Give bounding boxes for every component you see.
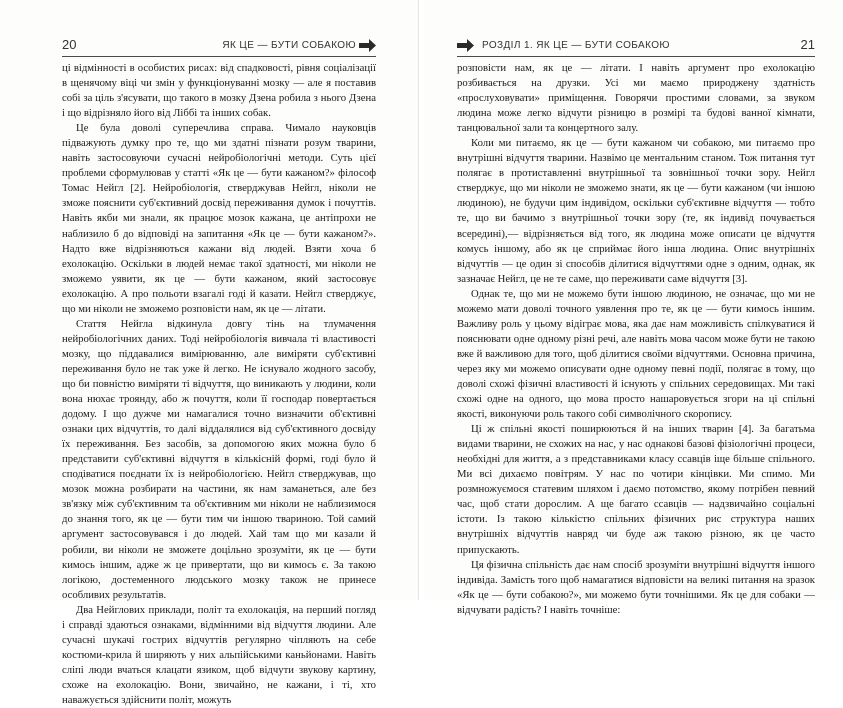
body-text — [62, 61, 376, 708]
page-number: 20 — [62, 37, 77, 52]
header-rule — [457, 56, 815, 57]
paragraph: Два Нейглових приклади, політ та ехолокація, на перший погляд і справді здаються ознаками, відмінними від відчуття людини. Але сучасні шукачі гострих відчуттів регулярно чіпляють на себе костюми-крила й ширяють у них альпійськими каньйонами. Навіть сліпі люди вчаться клацати язиком, щоб відчути звукову картину, схоже на ехолокацію. Вони, звичайно, не кажани, і ті, хто наважується здійснити політ, можуть — [62, 603, 376, 706]
body-text — [457, 61, 815, 618]
right-page — [424, 0, 843, 616]
running-head: РОЗДІЛ 1. ЯК ЦЕ — БУТИ СОБАКОЮ — [482, 40, 670, 51]
running-head: ЯК ЦЕ — БУТИ СОБАКОЮ — [222, 40, 356, 51]
arrow-right-icon — [457, 39, 474, 52]
paragraph: Ця фізична спільність дає нам спосіб зрозуміти внутрішні відчуття іншого індивіда. Замість того щоб намагатися відповісти на великі питання на зразок «Як це — бути собакою?», ми можемо бути точнішими. Як це для собаки — відчувати радість? І навіть точніше: — [457, 558, 815, 616]
paragraph: розповісти нам, як це — літати. І навіть аргумент про ехолокацію розбивається на друзки. Усі ми маємо природжену здатність «прослуховувати» приміщення. Говорячи простими словами, за звуком людина може легко відчути різницю в розмірі та будові ванної кімнати, танцювальної зали та концертного залу. — [457, 62, 815, 135]
left-page — [0, 0, 419, 706]
paragraph: Однак те, що ми не можемо бути іншою людиною, не означає, що ми не можемо мати доволі точного уявлення про те, як це — бути кимось іншим. Важливу роль у цьому відіграє мова, яка дає нам можливість спілкуватися й пояснювати одне одному різні речі, але навіть мова часом може бути не такою вже й важливою для того, щоб ділитися своїми відчуттями. Основна причина, через яку ми можемо описувати одне одному певні події, полягає в тому, що доволі схожі фізичні властивості й існують у спільних середовищах. Ми такі схожі одне на одного, що мова просто нашаровується згори на ці спільні якості, виконуючи роль такого собі символічного скоропису. — [457, 287, 815, 421]
paragraph: Коли ми питаємо, як це — бути кажаном чи собакою, ми питаємо про внутрішні відчуття тварини. Назвімо це ментальним станом. Тож питання тут полягає в протиставленні внутрішньої та зовнішньої точки зору. Нейгл стверджує, що ми ніколи не зможемо знати, як це — бути кажаном (чи іншою людиною), не будучи цим індивідом, оскільки суб'єктивне відчуття — тобто те, що ви бачимо з внутрішньої точки зору (те, як індивід почувається всередині),— відрізняється від того, як людина може описати це відчуття комусь іншому, або як це сприймає його інша людина. Опис внутрішніх відчуттів — це один зі способів ділитися відчуттями одне з одним, однак, як зазначає Нейгл, це не те саме, що переживати саме відчуття [3]. — [457, 137, 815, 285]
page-number: 21 — [800, 37, 815, 52]
paragraph: ці відмінності в особистих рисах: від спадковості, рівня соціалізації в щенячому віці чи змін у функціонуванні мозку — але я поставив собі за ціль з'ясувати, що такого в мозку Дзена робила з нього Дзена і що відрізняло його від Ліббі та інших собак. — [62, 62, 376, 120]
paragraph: Це була доволі суперечлива справа. Чимало науковців підважують думку про те, що ми здатні пізнати розум тварини, навіть застосовуючи сучасні нейробіологічні методи. Суть цієї проблеми сформулював у статті «Як це — бути кажаном?» філософ Томас Нейгл [2]. Нейробіологія, стверджував Нейгл, ніколи не зможе пояснити суб'єктивний досвід переживання думок і почуттів. Навіть якби ми знали, як працює мозок кажана, це антіпрохи не наблизило б до відповіді на запитання «Як це — бути кажаном?». Надто вже відрізняються кажани від людей. Взяти хоча б ехолокацію. Оскільки в людей немає такої здатності, ми ніколи не зможемо уявити, як це — бути кажаном, який застосовує ехолокацію. А про польоти взагалі годі й казати. Нейгл стверджує, що ми ніколи не зможемо розповісти нам, як це — літати. — [62, 122, 376, 315]
right-page-header — [424, 37, 843, 55]
paragraph: Стаття Нейгла відкинула довгу тінь на тлумачення нейробіологічних даних. Тоді нейробіологія вивчала ті властивості мозку, що піддавалися вимірюванню, але виміряти суб'єктивні переживання було не так уже й легко. Не існувало жодного засобу, що би повністю виміряти ті відчуття, що виникають у людини, коли вона нюхає троянду, або ж почуття, коли її господар повертається додому. І що дужче ми намагалися точно визначити об'єктивні ознаки цих відчуттів, то далі віддалялися від суб'єктивного досвіду їх переживання. Без засобів, за допомогою яких можна було б представити суб'єктивні відчуття в кількісній формі, годі було й сподіватися поєднати їх із нейробіологією. Нейгл стверджував, що мозок можна розбирати на частини, як нам заманеться, але без зв'язку між суб'єктивним та об'єктивним ми ніколи не наблизимося до знання того, як це — бути тим чи іншою твариною. Той самий аргумент застосовувався і до людей. Хай там що ми казали й робили, ви ніколи не зможете доцільно зрозуміти, як це — бути кимось іншим, адже ж це привертати, що ви кимось є. За такою логікою, достеменного людського мозку також не принесе особливих результатів. — [62, 317, 376, 601]
arrow-right-icon — [359, 39, 376, 52]
paragraph: Ці ж спільні якості поширюються й на інших тварин [4]. За багатьма видами тварини, не схожих на нас, у нас однакові базові фізіологічні процеси, необхідні для життя, а з представниками класу ссавців іще більше спільного. Ми всі дихаємо повітрям. У нас по чотири кінцівки. Ми спимо. Ми розмножуємося статевим шляхом і даємо потомство, якому потрібен певний час, щоб стати дорослим. А ще багато ссавців — надзвичайно соціальні істоти. Із такою кількістю спільних фізичних рис структура наших внутрішніх відчуттів навряд чи буде аж такою різною, як це часто припускають. — [457, 423, 815, 556]
left-page-header — [0, 37, 418, 55]
header-rule — [62, 56, 376, 57]
